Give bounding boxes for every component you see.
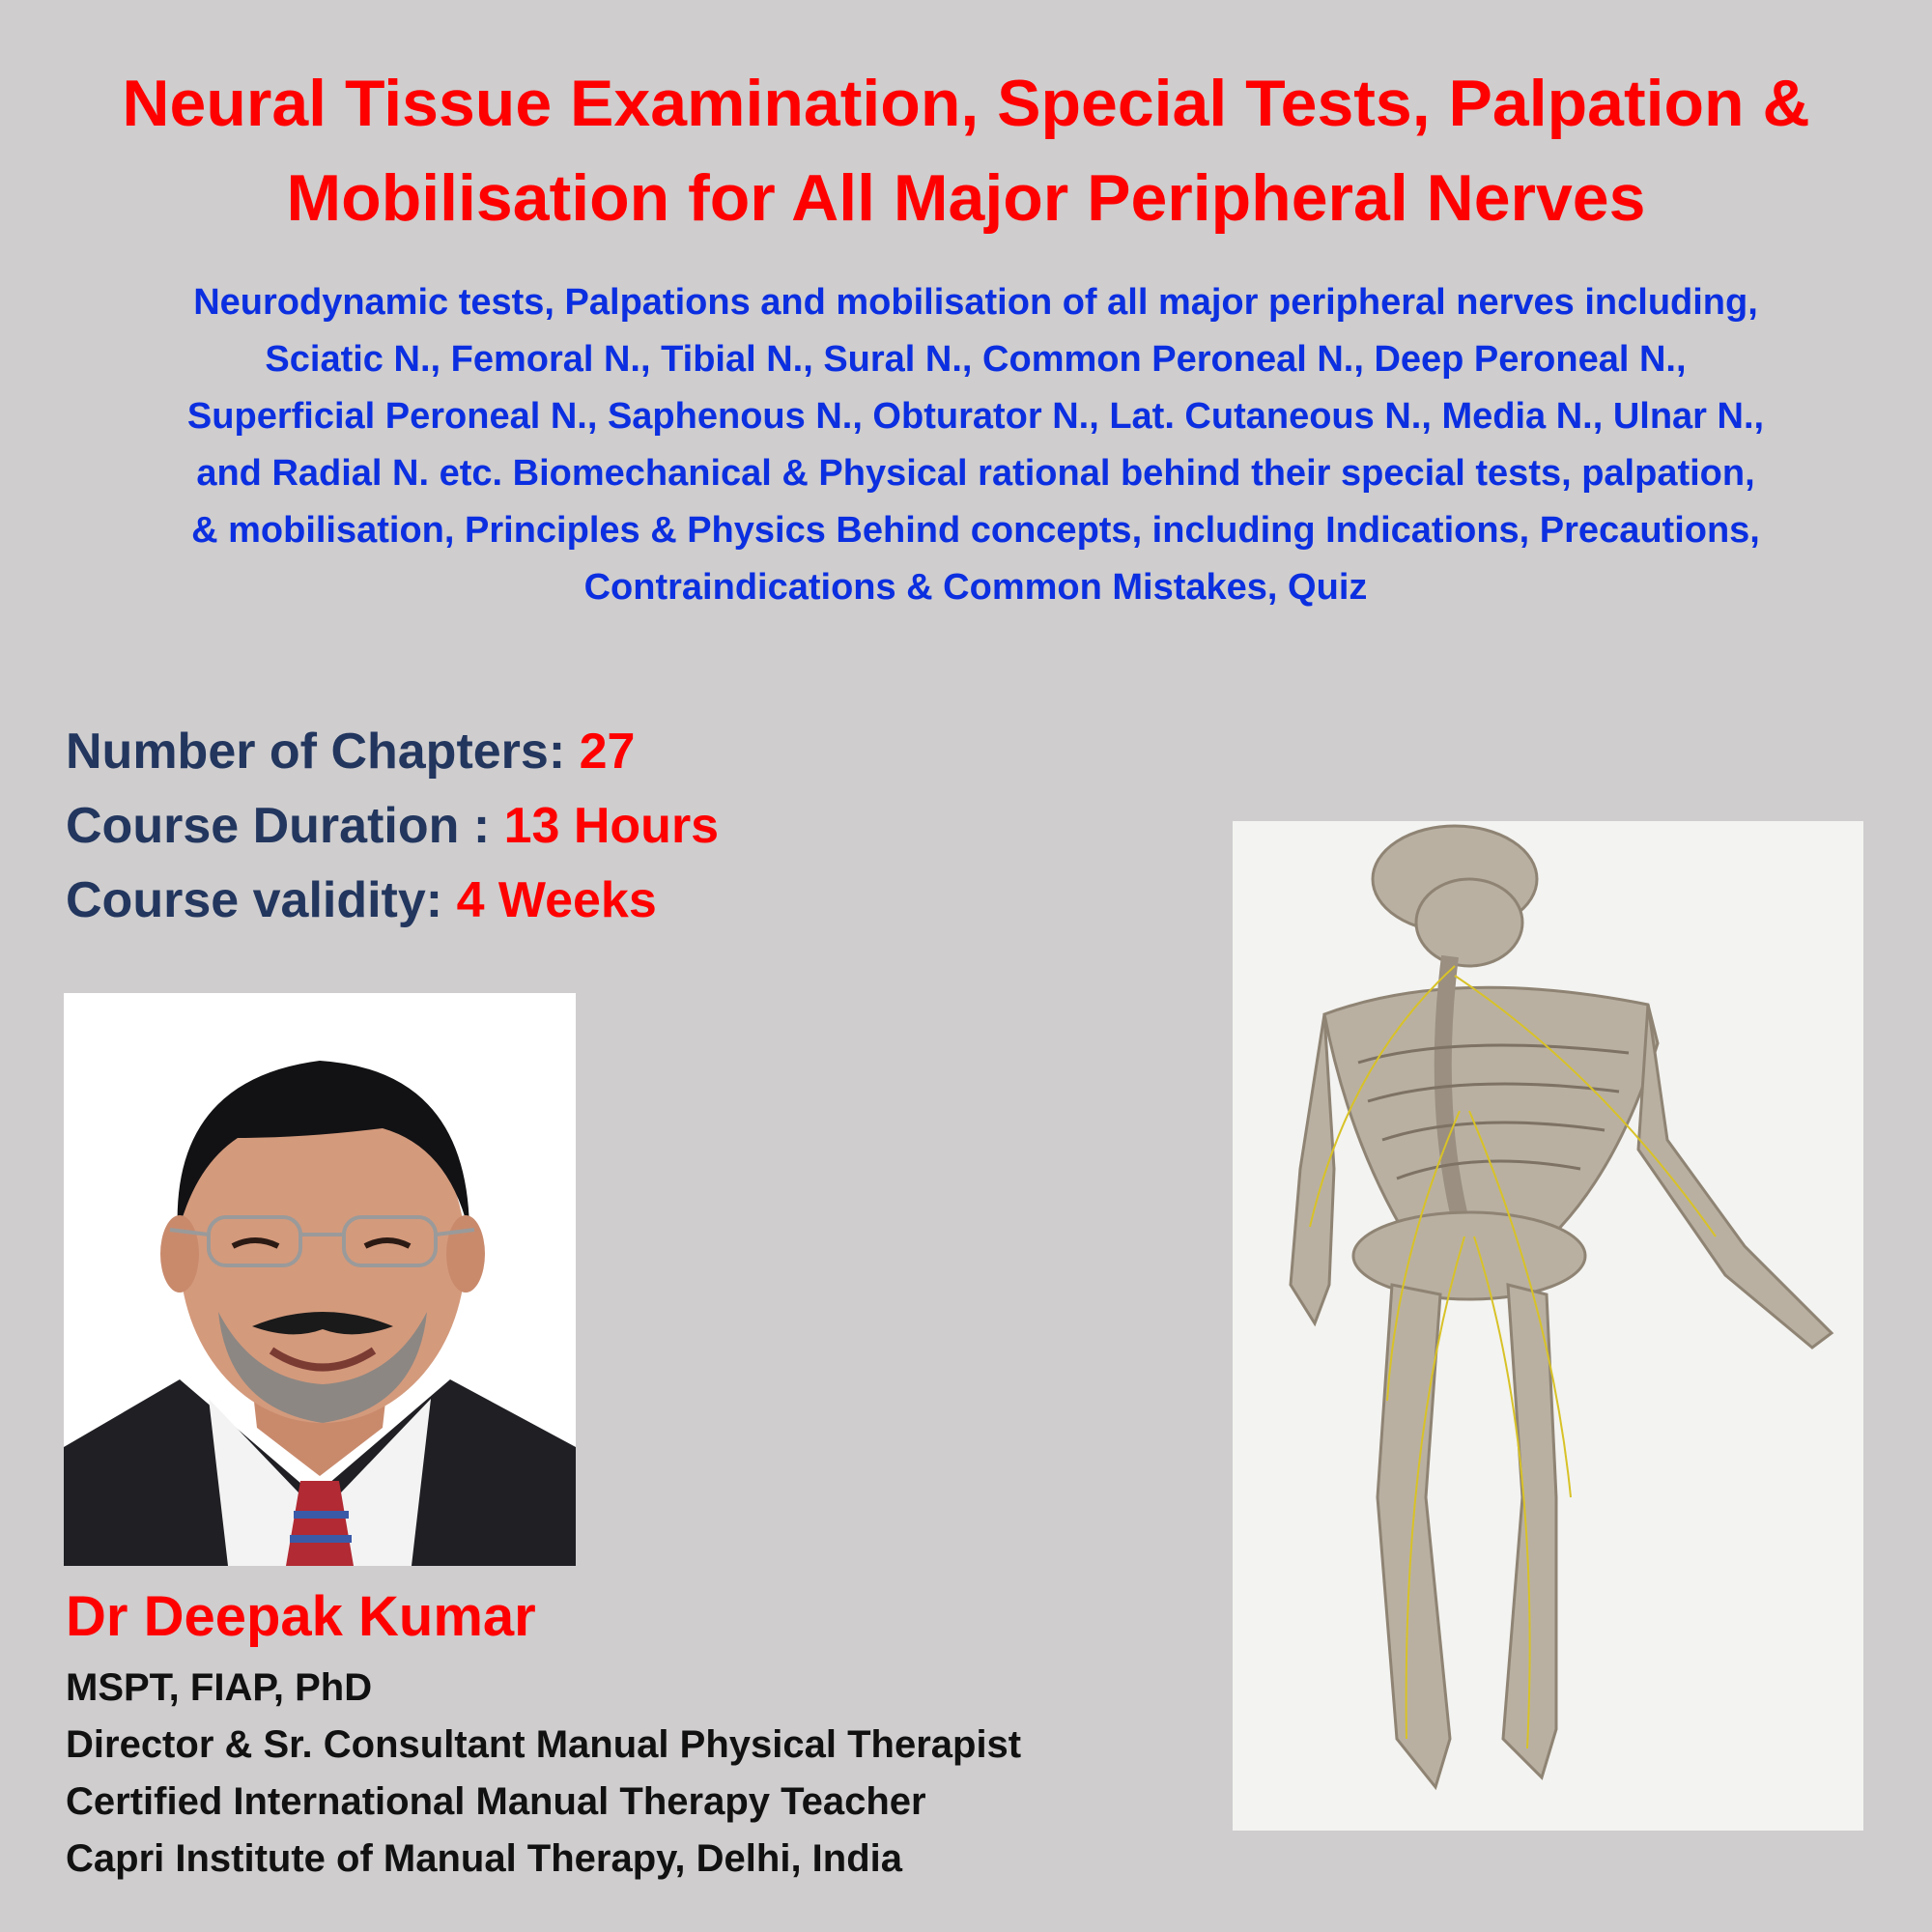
course-stats bbox=[66, 715, 719, 938]
duration-label: Course Duration : bbox=[66, 798, 504, 854]
skeleton-nerves-illustration bbox=[1233, 821, 1863, 1831]
chapters-value: 27 bbox=[579, 724, 636, 780]
validity-value: 4 Weeks bbox=[456, 872, 657, 928]
credential-line: Director & Sr. Consultant Manual Physical Therapist bbox=[66, 1723, 1022, 1766]
description-line: & mobilisation, Principles & Physics Behind concepts, including Indications, Precautions, bbox=[191, 510, 1760, 551]
course-title-line-2: Mobilisation for All Major Peripheral Nerves bbox=[286, 161, 1646, 235]
description-line: and Radial N. etc. Biomechanical & Physical rational behind their special tests, palpation, bbox=[196, 453, 1755, 494]
course-title bbox=[39, 56, 1893, 245]
credential-line: Capri Institute of Manual Therapy, Delhi, India bbox=[66, 1837, 903, 1880]
chapters-stat bbox=[66, 715, 719, 789]
description-line: Sciatic N., Femoral N., Tibial N., Sural N., Common Peroneal N., Deep Peroneal N., bbox=[265, 339, 1687, 380]
credential-line: MSPT, FIAP, PhD bbox=[66, 1666, 373, 1709]
validity-stat bbox=[66, 864, 719, 938]
duration-stat bbox=[66, 789, 719, 864]
description-line: Contraindications & Common Mistakes, Quiz bbox=[583, 567, 1368, 608]
credential-line: Certified International Manual Therapy Teacher bbox=[66, 1780, 926, 1823]
description-line: Neurodynamic tests, Palpations and mobilisation of all major peripheral nerves including, bbox=[193, 282, 1758, 323]
description-line: Superficial Peroneal N., Saphenous N., Obturator N., Lat. Cutaneous N., Media N., Ulnar N., bbox=[186, 396, 1765, 437]
validity-label: Course validity: bbox=[66, 872, 457, 928]
course-title-line-1: Neural Tissue Examination, Special Tests, Palpation & bbox=[122, 67, 1810, 140]
author-credentials bbox=[66, 1660, 1021, 1888]
author-name: Dr Deepak Kumar bbox=[66, 1585, 536, 1648]
duration-value: 13 Hours bbox=[503, 798, 720, 854]
chapters-label: Number of Chapters: bbox=[66, 724, 580, 780]
course-description bbox=[58, 274, 1893, 616]
author-photo bbox=[64, 993, 576, 1566]
